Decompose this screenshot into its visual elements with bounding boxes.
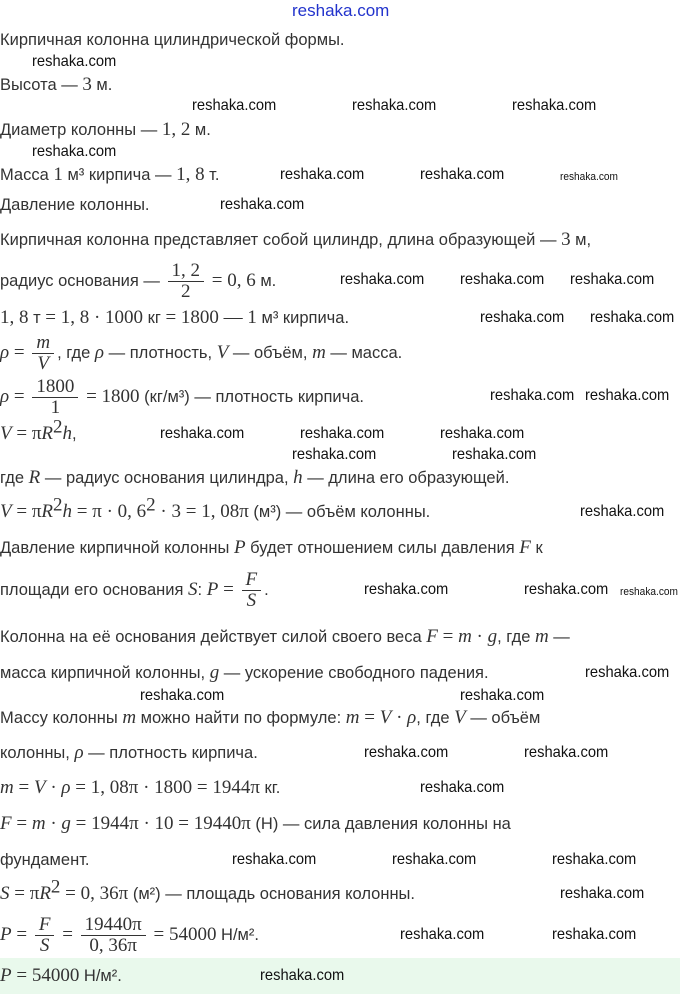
math: 2 — [53, 494, 63, 516]
watermark-text: reshaka.com — [570, 271, 655, 288]
text-line — [0, 743, 258, 763]
text-line — [0, 165, 220, 185]
text-line — [0, 570, 269, 611]
math: = — [13, 777, 34, 798]
text-line — [0, 778, 280, 798]
watermark-text: reshaka.com — [560, 171, 618, 183]
math: ρ — [0, 341, 10, 363]
math: · — [45, 777, 62, 798]
watermark-text: reshaka.com — [512, 97, 597, 114]
fraction-numerator: m — [32, 333, 54, 354]
text: Н/м². — [79, 967, 122, 985]
text: будет отношением силы давления — [245, 539, 520, 557]
math: = 1, 08π · 1800 = 1944π — [70, 777, 260, 798]
site-logo[interactable]: reshaka.com — [292, 1, 390, 20]
math: R — [28, 467, 41, 488]
math: · — [45, 813, 62, 834]
text: радиус основания — — [0, 271, 165, 290]
math: = — [218, 578, 239, 600]
math: F — [426, 626, 438, 647]
text: Колонна на её основания действует силой своего веса — [0, 628, 427, 646]
text: — длина его образующей. — [302, 469, 510, 487]
math: S — [188, 578, 198, 600]
math: = π · 0, 6 — [72, 501, 147, 522]
math: V — [33, 777, 46, 798]
watermark-text: reshaka.com — [32, 143, 117, 160]
watermark-text: reshaka.com — [480, 309, 565, 326]
math: ρ — [61, 777, 71, 798]
text: — ускорение свободного падения. — [219, 664, 489, 682]
text: м, — [570, 231, 592, 249]
text-line — [0, 468, 509, 488]
watermark-text: reshaka.com — [340, 271, 425, 288]
watermark-text: reshaka.com — [524, 581, 609, 598]
text-line — [0, 663, 489, 683]
fraction-numerator: 19440π — [81, 915, 146, 936]
watermark-text: reshaka.com — [580, 503, 665, 520]
math: = 1800 — 1 — [165, 307, 257, 328]
fraction-denominator: S — [246, 590, 257, 611]
math: = π — [11, 501, 42, 522]
text: м. — [91, 76, 113, 94]
watermark-text: reshaka.com — [585, 387, 670, 404]
watermark-text: reshaka.com — [490, 387, 575, 404]
math: = 54000 — [148, 923, 217, 945]
text: Давление кирпичной колонны — [0, 539, 234, 557]
text-line — [0, 708, 540, 728]
watermark-text: reshaka.com — [280, 166, 365, 183]
text-line — [0, 261, 276, 302]
text: колонны, — [0, 744, 75, 762]
math: = 1944π · 10 = 19440π — [70, 813, 251, 834]
math: = 54000 — [11, 965, 80, 986]
math: 1, 8 — [176, 164, 205, 185]
math: = 0, 36π — [60, 883, 129, 904]
watermark-text: reshaka.com — [352, 97, 437, 114]
math: g — [209, 662, 220, 683]
text: — — [548, 628, 570, 646]
text: м. — [190, 121, 211, 139]
watermark-text: reshaka.com — [420, 166, 505, 183]
text-line — [0, 308, 349, 328]
watermark-text: reshaka.com — [400, 926, 485, 943]
watermark-text: reshaka.com — [440, 425, 525, 442]
watermark-text: reshaka.com — [524, 744, 609, 761]
fraction-numerator: F — [35, 915, 55, 936]
math: P — [0, 923, 12, 945]
text: — радиус основания цилиндра, — [40, 469, 294, 487]
text: Высота — — [0, 76, 83, 94]
text: Кирпичная колонна представляет собой цилиндр, длина образующей — — [0, 231, 562, 249]
math: R — [41, 423, 54, 444]
watermark-text: reshaka.com — [232, 851, 317, 868]
fraction — [242, 570, 262, 611]
math: = π — [9, 883, 40, 904]
text: — масса. — [325, 343, 403, 362]
math: P — [0, 965, 12, 986]
text: Н/м². — [216, 925, 259, 944]
math: V — [454, 707, 466, 728]
text: где — [0, 469, 29, 487]
text: кг. — [259, 779, 281, 797]
text: — плотность кирпича. — [83, 744, 258, 762]
text-line — [0, 627, 570, 647]
fraction-denominator: V — [37, 353, 50, 374]
math: m — [458, 626, 472, 647]
text: м. — [255, 271, 277, 290]
math: m — [312, 341, 326, 363]
math: 1, 2 — [161, 119, 191, 140]
text: (Н) — сила давления колонны на — [250, 815, 511, 833]
text-line — [0, 915, 259, 956]
math: V — [0, 501, 12, 522]
watermark-text: reshaka.com — [460, 687, 545, 704]
text: (м²) — площадь основания колонны. — [128, 885, 415, 903]
text-line — [0, 850, 90, 870]
math: 3 — [82, 74, 92, 95]
text: : — [197, 580, 207, 599]
watermark-text: reshaka.com — [300, 425, 385, 442]
math: = — [437, 626, 459, 647]
watermark-text: reshaka.com — [392, 851, 477, 868]
text-line — [0, 876, 415, 904]
fraction — [81, 915, 146, 956]
text: (м³) — объём колонны. — [248, 503, 431, 521]
fraction-denominator: 0, 36π — [89, 935, 137, 956]
math: V — [0, 423, 12, 444]
text-line — [0, 494, 431, 522]
text-line — [0, 416, 77, 444]
watermark-text: reshaka.com — [160, 425, 245, 442]
math: P — [206, 578, 219, 600]
math: g — [487, 626, 498, 647]
text-line — [0, 195, 150, 215]
text: (кг/м³) — плотность кирпича. — [139, 387, 364, 406]
text: , — [72, 425, 77, 443]
math: 2 — [146, 494, 156, 516]
math: m — [0, 777, 14, 798]
fraction — [32, 377, 78, 418]
math: R — [41, 501, 54, 522]
final-answer — [0, 966, 122, 986]
watermark-text: reshaka.com — [452, 446, 537, 463]
watermark-text: reshaka.com — [32, 53, 117, 70]
watermark-text: reshaka.com — [585, 664, 670, 681]
text: к — [530, 539, 543, 557]
math: = — [9, 341, 30, 363]
math: 2 — [53, 416, 63, 438]
math: h — [293, 467, 303, 488]
watermark-text: reshaka.com — [192, 97, 277, 114]
watermark-text: reshaka.com — [552, 926, 637, 943]
text-line — [0, 30, 345, 50]
math: F — [519, 537, 531, 558]
watermark-text: reshaka.com — [220, 196, 305, 213]
text-line — [0, 814, 511, 834]
math: · — [471, 626, 488, 647]
math: V — [379, 707, 392, 728]
math: = 1, 8 · 1000 — [45, 307, 144, 328]
text: площади его основания — [0, 580, 189, 599]
text: т — [28, 309, 46, 327]
text-line — [0, 538, 543, 558]
math: F — [0, 813, 12, 834]
text-line — [0, 75, 112, 95]
math: = π — [11, 423, 42, 444]
math: = — [11, 813, 32, 834]
text: — объём — [465, 709, 541, 727]
text: , где — [497, 628, 535, 646]
math: ρ — [407, 707, 417, 728]
math: ρ — [0, 385, 10, 407]
math: R — [39, 883, 51, 904]
math: ρ — [74, 742, 84, 763]
math: V — [216, 341, 229, 363]
fraction-denominator: S — [39, 935, 50, 956]
math: 1, 8 — [0, 307, 29, 328]
fraction-denominator: 2 — [181, 281, 191, 302]
text: Массу колонны — [0, 709, 123, 727]
math: h — [62, 423, 73, 444]
watermark-text: reshaka.com — [552, 851, 637, 868]
text: . — [264, 580, 269, 599]
math: ρ — [94, 341, 105, 363]
math: = 0, 6 — [207, 269, 256, 291]
math: = — [9, 385, 30, 407]
math: m — [122, 707, 137, 728]
math: S — [0, 883, 10, 904]
text: м³ кирпича. — [256, 309, 350, 327]
math: g — [61, 813, 71, 834]
text: фундамент. — [0, 851, 90, 869]
math: m — [534, 626, 549, 647]
watermark-text: reshaka.com — [260, 967, 345, 984]
math: m — [31, 813, 46, 834]
text: Диаметр колонны — — [0, 121, 162, 139]
text-line — [0, 230, 591, 250]
math: h — [62, 501, 73, 522]
math: = 1800 — [81, 385, 140, 407]
text: , где — [416, 709, 455, 727]
text: можно найти по формуле: — [136, 709, 346, 727]
fraction-numerator: 1800 — [32, 377, 78, 398]
watermark-text: reshaka.com — [140, 687, 225, 704]
fraction-numerator: 1, 2 — [168, 261, 205, 282]
math: 1 — [53, 164, 63, 185]
fraction-numerator: F — [242, 570, 262, 591]
text: Давление колонны. — [0, 196, 150, 214]
text: — объём, — [228, 343, 313, 362]
text-line — [0, 377, 364, 418]
math: P — [233, 537, 246, 558]
math: · 3 = 1, 08π — [155, 501, 249, 522]
fraction-denominator: 1 — [50, 397, 61, 418]
math: = — [57, 923, 78, 945]
text: Кирпичная колонна цилиндрической формы. — [0, 31, 345, 49]
watermark-text: reshaka.com — [560, 885, 645, 902]
text: масса кирпичной колонны, — [0, 664, 210, 682]
watermark-text: reshaka.com — [420, 779, 505, 796]
text: Масса — [0, 166, 54, 184]
watermark-text: reshaka.com — [460, 271, 545, 288]
fraction — [32, 333, 54, 374]
text: , где — [57, 343, 95, 362]
text: — плотность, — [104, 343, 217, 362]
math: = — [11, 923, 32, 945]
watermark-text: reshaka.com — [292, 446, 377, 463]
watermark-text: reshaka.com — [590, 309, 675, 326]
math: 2 — [50, 876, 61, 898]
text-line — [0, 333, 402, 374]
math: m — [345, 707, 360, 728]
watermark-text: reshaka.com — [364, 581, 449, 598]
fraction — [35, 915, 55, 956]
math: = — [359, 707, 380, 728]
watermark-text: reshaka.com — [364, 744, 449, 761]
fraction — [168, 261, 205, 302]
math: · — [391, 707, 408, 728]
watermark-text: reshaka.com — [620, 586, 678, 598]
math: 3 — [561, 229, 571, 250]
text: т. — [204, 166, 220, 184]
text-line — [0, 120, 211, 140]
text: м³ кирпича — — [62, 166, 177, 184]
text: кг — [143, 309, 166, 327]
